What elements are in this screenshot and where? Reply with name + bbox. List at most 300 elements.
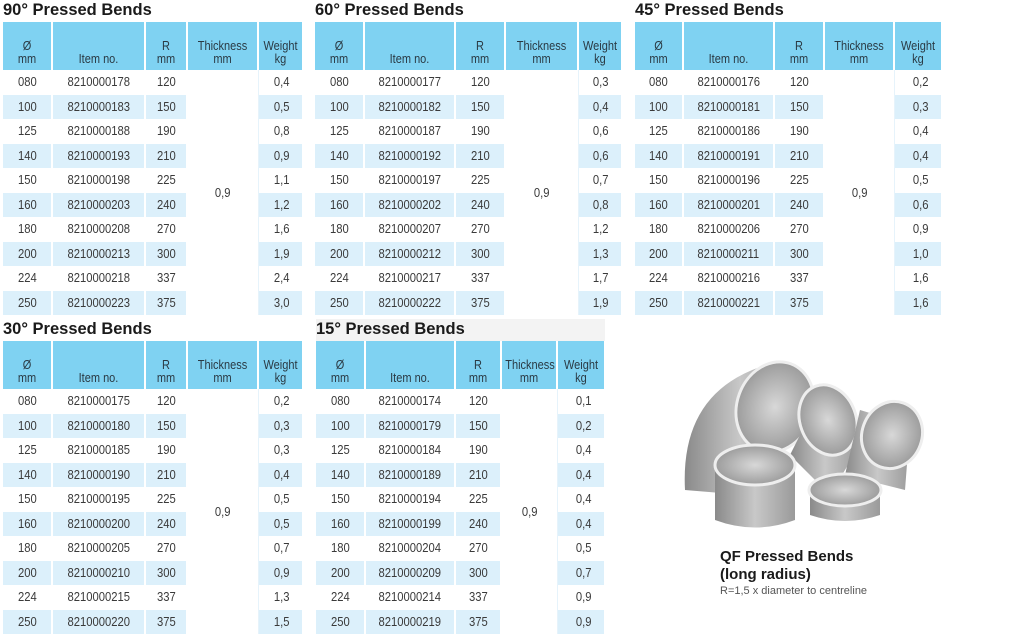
cell-diameter bbox=[316, 463, 365, 488]
cell-weight bbox=[894, 266, 942, 291]
cell-r bbox=[774, 266, 824, 291]
header-line-2: mm bbox=[213, 371, 232, 385]
cell-weight-text: 0,2 bbox=[912, 75, 929, 90]
header-line-1: Thickness bbox=[505, 358, 555, 372]
cell-diameter-text: 224 bbox=[329, 271, 349, 286]
cell-weight bbox=[258, 193, 303, 218]
table-row bbox=[635, 193, 942, 218]
cell-r-text: 120 bbox=[156, 75, 176, 90]
cell-r bbox=[145, 291, 187, 316]
table-row bbox=[3, 561, 303, 586]
cell-weight bbox=[894, 144, 942, 169]
cell-weight-text: 0,5 bbox=[273, 516, 290, 531]
cell-r-text: 270 bbox=[156, 541, 176, 556]
cell-item-no-text: 8210000182 bbox=[378, 99, 441, 114]
cell-r-text: 240 bbox=[156, 516, 176, 531]
cell-diameter-text: 180 bbox=[17, 222, 37, 237]
table-row bbox=[3, 438, 303, 463]
header-line-2: mm bbox=[17, 371, 37, 385]
table-row bbox=[3, 610, 303, 635]
column-header-label bbox=[318, 40, 360, 66]
cell-r bbox=[774, 95, 824, 120]
cell-weight bbox=[258, 217, 303, 242]
cell-weight-text: 0,9 bbox=[273, 565, 290, 580]
cell-diameter-text: 250 bbox=[329, 295, 349, 310]
cell-diameter-text: 080 bbox=[17, 75, 37, 90]
cell-diameter bbox=[3, 414, 52, 439]
cell-diameter bbox=[3, 463, 52, 488]
cell-item-no bbox=[683, 168, 774, 193]
column-header-weight bbox=[578, 22, 622, 70]
cell-weight bbox=[258, 144, 303, 169]
cell-item-no bbox=[364, 95, 455, 120]
cell-weight bbox=[258, 70, 303, 95]
cell-weight bbox=[258, 438, 303, 463]
header-line-2: Item no. bbox=[78, 52, 119, 66]
cell-item-no-text: 8210000212 bbox=[378, 246, 441, 261]
table-90-block bbox=[3, 0, 304, 315]
cell-item-no-text: 8210000185 bbox=[67, 443, 130, 458]
cell-thickness bbox=[501, 389, 557, 634]
cell-r bbox=[145, 70, 187, 95]
cell-weight-text: 0,6 bbox=[592, 124, 609, 139]
cell-thickness-text: 0,9 bbox=[214, 504, 231, 519]
cell-item-no-text: 8210000180 bbox=[67, 418, 130, 433]
table-row bbox=[3, 463, 303, 488]
column-header-label bbox=[510, 40, 572, 66]
cell-weight bbox=[258, 389, 303, 414]
header-line-2: Item no. bbox=[708, 52, 749, 66]
cell-diameter-text: 224 bbox=[330, 590, 350, 605]
cell-weight bbox=[894, 217, 942, 242]
cell-diameter-text: 125 bbox=[649, 124, 668, 139]
cell-item-no-text: 8210000179 bbox=[378, 418, 442, 433]
cell-weight-text: 3,0 bbox=[273, 295, 290, 310]
cell-r bbox=[455, 266, 505, 291]
cell-diameter-text: 125 bbox=[17, 443, 37, 458]
table-row bbox=[635, 95, 942, 120]
cell-diameter bbox=[316, 512, 365, 537]
table-row bbox=[3, 119, 303, 144]
cell-r-text: 210 bbox=[470, 148, 490, 163]
cell-item-no-text: 8210000199 bbox=[378, 516, 442, 531]
cell-item-no bbox=[52, 217, 145, 242]
cell-thickness-text: 0,9 bbox=[533, 185, 550, 200]
cell-item-no bbox=[683, 217, 774, 242]
cell-diameter-text: 224 bbox=[649, 271, 668, 286]
cell-weight-text: 0,3 bbox=[273, 418, 290, 433]
cell-diameter bbox=[316, 610, 365, 635]
header-line-1: R bbox=[474, 358, 482, 372]
cell-r-text: 190 bbox=[156, 443, 176, 458]
table-60-block bbox=[315, 0, 623, 315]
cell-diameter-text: 160 bbox=[649, 197, 668, 212]
table-title: 45° Pressed Bends bbox=[635, 1, 784, 19]
column-header-label bbox=[459, 40, 501, 66]
cell-r bbox=[145, 414, 187, 439]
header-line-1: Weight bbox=[263, 39, 298, 53]
cell-weight-text: 0,9 bbox=[273, 148, 290, 163]
cell-weight bbox=[557, 487, 605, 512]
cell-r bbox=[455, 144, 505, 169]
header-line-2: Item no. bbox=[390, 371, 430, 385]
cell-weight-text: 0,8 bbox=[592, 197, 609, 212]
cell-r-text: 240 bbox=[468, 516, 488, 531]
cell-r-text: 120 bbox=[470, 75, 490, 90]
cell-weight bbox=[578, 266, 622, 291]
cell-diameter bbox=[3, 585, 52, 610]
pressed-bends-table-45 bbox=[635, 22, 943, 315]
column-header-item bbox=[52, 341, 145, 389]
column-header-label bbox=[58, 40, 138, 66]
cell-diameter-text: 180 bbox=[329, 222, 349, 237]
column-header-label bbox=[459, 359, 498, 385]
cell-r bbox=[455, 217, 505, 242]
cell-weight bbox=[557, 512, 605, 537]
cell-item-no-text: 8210000194 bbox=[378, 492, 442, 507]
column-header-diameter bbox=[3, 22, 52, 70]
cell-weight bbox=[578, 95, 622, 120]
column-header-label bbox=[689, 40, 767, 66]
cell-item-no-text: 8210000223 bbox=[67, 295, 130, 310]
cell-weight-text: 0,4 bbox=[575, 516, 592, 531]
cell-weight bbox=[557, 561, 605, 586]
cell-r-text: 120 bbox=[789, 75, 809, 90]
cell-diameter bbox=[3, 266, 52, 291]
cell-diameter bbox=[315, 119, 364, 144]
cell-diameter bbox=[316, 438, 365, 463]
table-30-block bbox=[3, 319, 304, 634]
cell-weight bbox=[258, 561, 303, 586]
header-line-2: mm bbox=[532, 52, 551, 66]
cell-diameter-text: 080 bbox=[17, 394, 37, 409]
cell-diameter-text: 180 bbox=[17, 541, 37, 556]
column-header-label bbox=[262, 40, 300, 66]
cell-item-no-text: 8210000184 bbox=[378, 443, 442, 458]
cell-diameter bbox=[3, 217, 52, 242]
cell-diameter bbox=[316, 561, 365, 586]
cell-diameter bbox=[3, 561, 52, 586]
cell-diameter-text: 200 bbox=[649, 246, 668, 261]
cell-weight-text: 0,8 bbox=[273, 124, 290, 139]
product-title-line2: (long radius) bbox=[720, 566, 811, 583]
cell-item-no bbox=[365, 536, 455, 561]
column-header-weight bbox=[557, 341, 605, 389]
cell-weight-text: 0,2 bbox=[575, 418, 592, 433]
cell-r bbox=[145, 536, 187, 561]
cell-item-no bbox=[52, 389, 145, 414]
cell-r bbox=[455, 95, 505, 120]
cell-thickness bbox=[187, 389, 258, 634]
cell-r bbox=[455, 414, 501, 439]
cell-r-text: 150 bbox=[789, 99, 809, 114]
cell-weight bbox=[258, 512, 303, 537]
cell-item-no-text: 8210000178 bbox=[67, 75, 130, 90]
cell-diameter bbox=[3, 168, 52, 193]
cell-item-no bbox=[52, 119, 145, 144]
cell-diameter bbox=[3, 119, 52, 144]
cell-item-no-text: 8210000220 bbox=[67, 614, 130, 629]
cell-diameter-text: 224 bbox=[17, 271, 37, 286]
cell-item-no bbox=[365, 610, 455, 635]
cell-weight-text: 0,4 bbox=[575, 443, 592, 458]
cell-diameter bbox=[3, 487, 52, 512]
cell-diameter bbox=[315, 70, 364, 95]
cell-item-no bbox=[364, 70, 455, 95]
column-header-diameter bbox=[3, 341, 52, 389]
cell-diameter-text: 200 bbox=[17, 246, 37, 261]
cell-r bbox=[145, 487, 187, 512]
table-title: 60° Pressed Bends bbox=[315, 1, 464, 19]
cell-weight-text: 1,0 bbox=[912, 246, 929, 261]
cell-weight-text: 0,4 bbox=[912, 148, 929, 163]
cell-weight bbox=[258, 585, 303, 610]
cell-weight bbox=[557, 585, 605, 610]
cell-item-no bbox=[365, 512, 455, 537]
cell-thickness bbox=[187, 70, 258, 315]
cell-r bbox=[455, 463, 501, 488]
header-line-1: Thickness bbox=[197, 39, 248, 53]
table-row bbox=[3, 217, 303, 242]
header-line-1: R bbox=[795, 39, 803, 53]
cell-r bbox=[145, 119, 187, 144]
column-header-label bbox=[148, 359, 183, 385]
cell-weight-text: 0,3 bbox=[273, 443, 290, 458]
cell-r-text: 375 bbox=[468, 614, 488, 629]
cell-diameter bbox=[315, 266, 364, 291]
table-row bbox=[3, 291, 303, 316]
cell-diameter-text: 100 bbox=[17, 418, 37, 433]
cell-r bbox=[774, 70, 824, 95]
cell-item-no bbox=[365, 585, 455, 610]
cell-diameter bbox=[635, 119, 683, 144]
cell-item-no bbox=[364, 291, 455, 316]
table-row bbox=[316, 438, 605, 463]
table-row bbox=[316, 414, 605, 439]
product-caption bbox=[720, 548, 867, 597]
cell-item-no bbox=[52, 463, 145, 488]
cell-weight-text: 0,4 bbox=[273, 467, 290, 482]
cell-r-text: 300 bbox=[470, 246, 490, 261]
cell-item-no bbox=[683, 119, 774, 144]
cell-r-text: 375 bbox=[156, 614, 176, 629]
cell-r-text: 270 bbox=[470, 222, 490, 237]
table-row bbox=[3, 266, 303, 291]
cell-item-no bbox=[52, 610, 145, 635]
cell-r-text: 337 bbox=[156, 271, 176, 286]
cell-weight bbox=[894, 95, 942, 120]
table-row bbox=[3, 585, 303, 610]
cell-item-no-text: 8210000200 bbox=[67, 516, 130, 531]
cell-r bbox=[145, 561, 187, 586]
cell-weight-text: 1,3 bbox=[592, 246, 609, 261]
cell-weight-text: 1,3 bbox=[273, 590, 290, 605]
cell-diameter-text: 080 bbox=[649, 75, 668, 90]
cell-r-text: 337 bbox=[468, 590, 488, 605]
cell-item-no bbox=[365, 487, 455, 512]
cell-item-no bbox=[364, 144, 455, 169]
cell-diameter bbox=[635, 70, 683, 95]
cell-r-text: 270 bbox=[789, 222, 809, 237]
cell-diameter bbox=[315, 217, 364, 242]
column-header-label bbox=[638, 40, 679, 66]
cell-diameter-text: 150 bbox=[329, 173, 349, 188]
cell-item-no bbox=[52, 291, 145, 316]
cell-diameter bbox=[315, 291, 364, 316]
cell-item-no-text: 8210000214 bbox=[378, 590, 442, 605]
cell-diameter bbox=[315, 193, 364, 218]
cell-diameter-text: 160 bbox=[17, 516, 37, 531]
cell-thickness bbox=[824, 70, 894, 315]
column-header-label bbox=[898, 40, 938, 66]
table-row bbox=[3, 512, 303, 537]
cell-weight-text: 0,9 bbox=[912, 222, 929, 237]
column-header-thickness bbox=[187, 341, 258, 389]
header-row bbox=[316, 341, 605, 389]
header-row bbox=[635, 22, 942, 70]
cell-diameter-text: 080 bbox=[330, 394, 350, 409]
cell-item-no-text: 8210000216 bbox=[697, 271, 760, 286]
cell-diameter-text: 200 bbox=[330, 565, 350, 580]
cell-r bbox=[145, 144, 187, 169]
cell-weight-text: 1,9 bbox=[273, 246, 290, 261]
cell-item-no-text: 8210000221 bbox=[697, 295, 760, 310]
cell-weight-text: 0,7 bbox=[592, 173, 609, 188]
table-row bbox=[3, 95, 303, 120]
cell-r bbox=[145, 610, 187, 635]
cell-weight bbox=[578, 119, 622, 144]
cell-item-no bbox=[52, 414, 145, 439]
table-row bbox=[635, 266, 942, 291]
cell-diameter-text: 160 bbox=[17, 197, 37, 212]
header-line-1: Weight bbox=[563, 358, 599, 372]
cell-weight bbox=[258, 168, 303, 193]
cell-weight bbox=[258, 266, 303, 291]
cell-item-no bbox=[365, 414, 455, 439]
column-header-label bbox=[6, 359, 48, 385]
cell-weight bbox=[557, 463, 605, 488]
cell-r bbox=[455, 561, 501, 586]
cell-r-text: 225 bbox=[470, 173, 490, 188]
header-line-2: Item no. bbox=[389, 52, 430, 66]
cell-r-text: 225 bbox=[468, 492, 488, 507]
cell-diameter-text: 140 bbox=[330, 467, 350, 482]
cell-item-no bbox=[683, 242, 774, 267]
cell-r bbox=[455, 119, 505, 144]
cell-weight-text: 1,9 bbox=[592, 295, 609, 310]
cell-item-no-text: 8210000181 bbox=[697, 99, 760, 114]
cell-diameter bbox=[3, 70, 52, 95]
table-row bbox=[3, 242, 303, 267]
cell-weight-text: 0,5 bbox=[273, 492, 290, 507]
pressed-bends-table-90 bbox=[3, 22, 304, 315]
cell-diameter-text: 250 bbox=[649, 295, 668, 310]
column-header-label bbox=[582, 40, 619, 66]
column-header-item bbox=[365, 341, 455, 389]
column-header-item bbox=[52, 22, 145, 70]
cell-weight-text: 0,4 bbox=[273, 75, 290, 90]
header-row bbox=[3, 22, 303, 70]
cell-item-no bbox=[52, 487, 145, 512]
cell-weight-text: 0,4 bbox=[575, 467, 592, 482]
cell-r bbox=[774, 144, 824, 169]
table-row bbox=[316, 610, 605, 635]
cell-diameter-text: 140 bbox=[17, 148, 37, 163]
cell-diameter-text: 160 bbox=[329, 197, 349, 212]
cell-r-text: 150 bbox=[156, 418, 176, 433]
cell-diameter bbox=[315, 144, 364, 169]
cell-diameter-text: 150 bbox=[330, 492, 350, 507]
cell-weight-text: 0,6 bbox=[592, 148, 609, 163]
cell-diameter bbox=[635, 168, 683, 193]
cell-diameter-text: 150 bbox=[17, 173, 37, 188]
table-title: 15° Pressed Bends bbox=[316, 319, 605, 341]
header-line-2: kg bbox=[274, 52, 287, 66]
cell-r-text: 190 bbox=[156, 124, 176, 139]
table-row bbox=[316, 536, 605, 561]
cell-item-no bbox=[683, 193, 774, 218]
cell-diameter-text: 200 bbox=[329, 246, 349, 261]
cell-weight-text: 1,7 bbox=[592, 271, 609, 286]
table-row bbox=[3, 70, 303, 95]
cell-item-no-text: 8210000192 bbox=[378, 148, 441, 163]
cell-diameter bbox=[635, 242, 683, 267]
table-row bbox=[315, 70, 622, 95]
cell-weight-text: 1,1 bbox=[273, 173, 290, 188]
cell-diameter bbox=[3, 389, 52, 414]
header-line-2: mm bbox=[470, 52, 490, 66]
cell-diameter bbox=[3, 144, 52, 169]
column-header-label bbox=[192, 359, 253, 385]
column-header-thickness bbox=[505, 22, 578, 70]
cell-weight-text: 1,5 bbox=[273, 614, 290, 629]
cell-diameter-text: 250 bbox=[17, 295, 37, 310]
cell-weight bbox=[258, 463, 303, 488]
cell-r-text: 300 bbox=[156, 565, 176, 580]
cell-weight bbox=[894, 168, 942, 193]
cell-item-no bbox=[52, 585, 145, 610]
cell-r-text: 375 bbox=[470, 295, 490, 310]
cell-item-no bbox=[364, 119, 455, 144]
cell-weight bbox=[557, 610, 605, 635]
cell-r bbox=[455, 585, 501, 610]
column-header-thickness bbox=[501, 341, 557, 389]
header-line-2: mm bbox=[156, 371, 176, 385]
header-line-1: Ø bbox=[654, 39, 663, 53]
column-header-r bbox=[455, 341, 501, 389]
cell-item-no-text: 8210000189 bbox=[378, 467, 442, 482]
cell-r-text: 375 bbox=[156, 295, 176, 310]
cell-r-text: 120 bbox=[156, 394, 176, 409]
cell-diameter-text: 180 bbox=[649, 222, 668, 237]
table-row bbox=[316, 389, 605, 414]
cell-r-text: 225 bbox=[789, 173, 809, 188]
cell-diameter bbox=[3, 242, 52, 267]
table-row bbox=[3, 193, 303, 218]
cell-item-no-text: 8210000210 bbox=[67, 565, 130, 580]
product-subtitle: R=1,5 x diameter to centreline bbox=[720, 585, 868, 597]
cell-weight bbox=[578, 291, 622, 316]
header-line-2: mm bbox=[213, 52, 232, 66]
cell-r-text: 337 bbox=[789, 271, 809, 286]
cell-r-text: 375 bbox=[789, 295, 809, 310]
cell-diameter-text: 100 bbox=[330, 418, 350, 433]
cell-weight bbox=[894, 70, 942, 95]
cell-item-no-text: 8210000204 bbox=[378, 541, 442, 556]
cell-weight bbox=[258, 487, 303, 512]
cell-diameter-text: 224 bbox=[17, 590, 37, 605]
cell-item-no bbox=[52, 144, 145, 169]
